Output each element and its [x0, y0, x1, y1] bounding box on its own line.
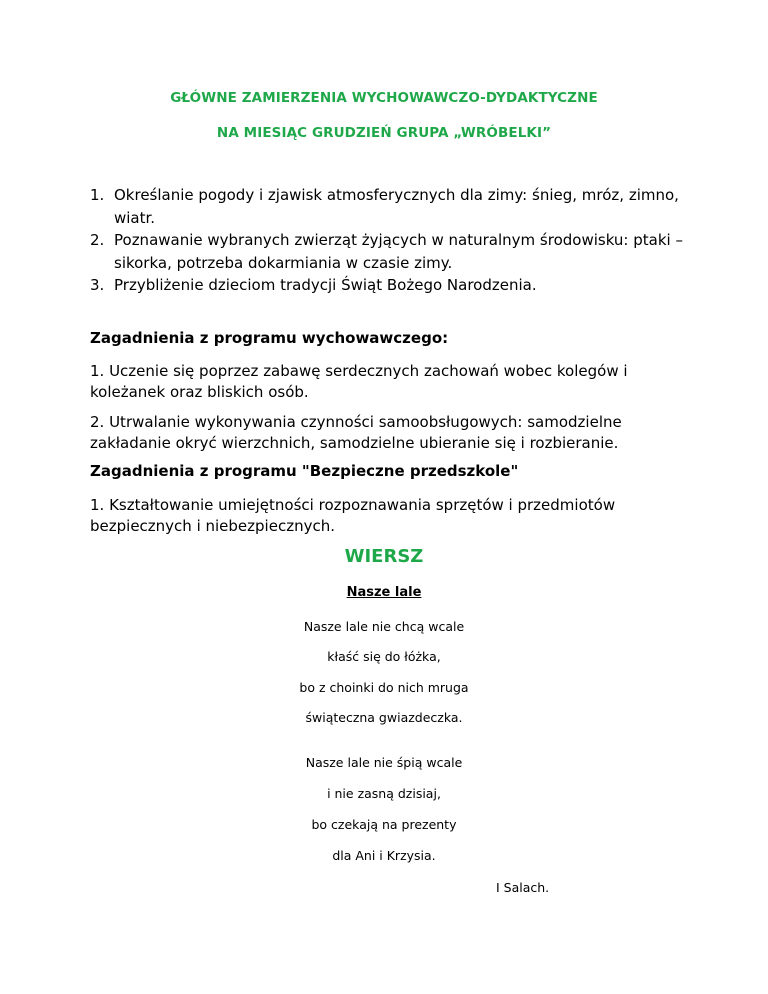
goal-number: 3. — [90, 276, 105, 294]
safety-item-1: 1. Kształtowanie umiejętności rozpoznawania sprzętów i przedmiotów bezpiecznych i niebezpiecznych. — [90, 496, 616, 535]
poem-line: bo z choinki do nich mruga — [299, 680, 469, 695]
header-title-line-1: GŁÓWNE ZAMIERZENIA WYCHOWAWCZO-DYDAKTYCZNE — [170, 90, 598, 106]
poem-line: Nasze lale nie śpią wcale — [305, 755, 463, 770]
goal-text: Poznawanie wybranych zwierząt żyjących w naturalnym środowisku: ptaki – sikorka, potrzeba dokarmiania w czasie zimy. — [114, 231, 683, 272]
educational-heading: Zagadnienia z programu wychowawczego: — [90, 329, 449, 347]
goal-text: Przybliżenie dzieciom tradycji Świąt Bożego Narodzenia. — [114, 276, 537, 294]
poem-line: dla Ani i Krzysia. — [332, 848, 436, 863]
safety-heading: Zagadnienia z programu "Bezpieczne przedszkole" — [90, 462, 519, 480]
poem-title: Nasze lale — [346, 585, 422, 600]
poem-author: I Salach. — [496, 880, 550, 895]
goal-number: 1. — [90, 186, 105, 204]
goal-text: Określanie pogody i zjawisk atmosferycznych dla zimy: śnieg, mróz, zimno, wiatr. — [114, 186, 679, 227]
poem-line: i nie zasną dzisiaj, — [327, 786, 441, 801]
poem-line: kłaść się do łóżka, — [327, 649, 441, 664]
poem-section-title: WIERSZ — [344, 546, 424, 567]
poem-line: Nasze lale nie chcą wcale — [303, 619, 465, 634]
educational-item-2: 2. Utrwalanie wykonywania czynności samoobsługowych: samodzielne zakładanie okryć wierzchnich, samodzielne ubieranie się i rozbieranie. — [90, 413, 622, 452]
header-title-line-2: NA MIESIĄC GRUDZIEŃ GRUPA „WRÓBELKI” — [216, 125, 552, 141]
poem-line: świąteczna gwiazdeczka. — [305, 710, 463, 725]
educational-item-1: 1. Uczenie się poprzez zabawę serdecznych zachowań wobec kolegów i koleżanek oraz bliskich osób. — [90, 362, 628, 401]
goals-list — [90, 184, 690, 297]
goal-item — [90, 274, 690, 297]
goal-item — [90, 229, 690, 274]
goal-item — [90, 184, 690, 229]
goal-number: 2. — [90, 231, 105, 249]
poem-line: bo czekają na prezenty — [311, 817, 457, 832]
